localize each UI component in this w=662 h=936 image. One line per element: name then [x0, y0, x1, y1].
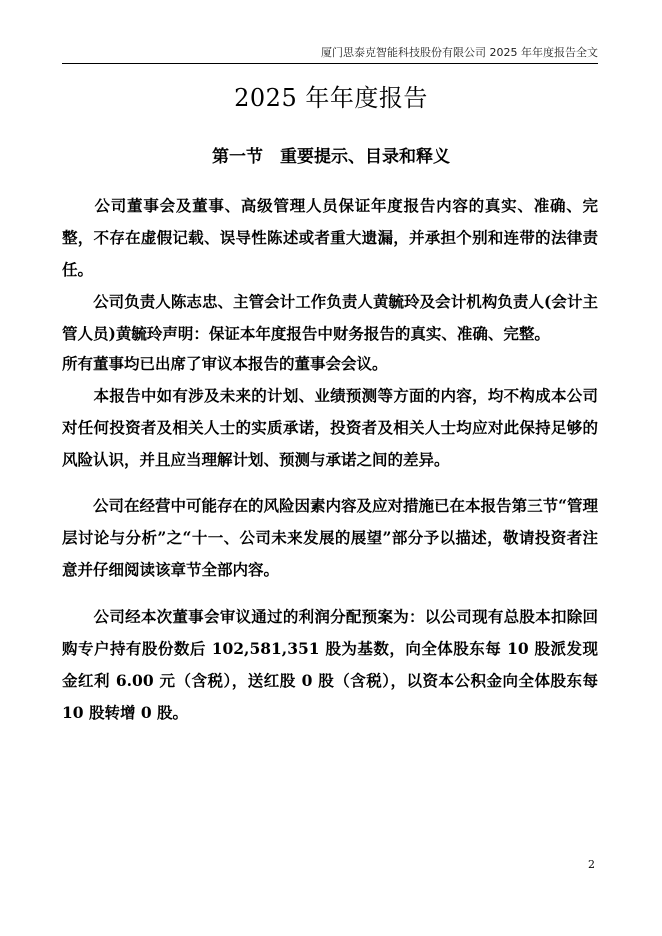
paragraph-attendance: 所有董事均已出席了审议本报告的董事会会议。	[62, 354, 388, 373]
paragraph-risk-factors: 公司在经营中可能存在的风险因素内容及应对措施已在本报告第三节“管理层讨论与分析”之“十一、公司未来发展的展望”部分予以描述，敬请投资者注意并仔细阅读该章节全部内容。	[62, 496, 598, 579]
section-heading: 第一节 重要提示、目录和释义	[212, 147, 450, 167]
page-header: 厦门思泰克智能科技股份有限公司 2025 年年度报告全文	[321, 46, 598, 59]
paragraph-profit-distribution: 公司经本次董事会审议通过的利润分配预案为：以公司现有总股本扣除回购专户持有股份数后 102,581,351 股为基数，向全体股东每 10 股派发现金红利 6.00 元（含税），送红股 0 股（含税），以资本公积金向全体股东每 10 股转增 0 股。	[62, 607, 598, 722]
paragraph-responsible-statement: 公司负责人陈志忠、主管会计工作负责人黄毓玲及会计机构负责人(会计主管人员)黄毓玲声明：保证本年度报告中财务报告的真实、准确、完整。	[62, 292, 598, 343]
header-divider	[62, 63, 598, 64]
paragraph-forward-looking: 本报告中如有涉及未来的计划、业绩预测等方面的内容，均不构成本公司对任何投资者及相关人士的实质承诺，投资者及相关人士均应对此保持足够的风险认识，并且应当理解计划、预测与承诺之间的差异。	[62, 386, 598, 469]
paragraph-board-guarantee: 公司董事会及董事、高级管理人员保证年度报告内容的真实、准确、完整，不存在虚假记载、误导性陈述或者重大遗漏，并承担个别和连带的法律责任。	[62, 196, 598, 279]
report-title: 2025 年年度报告	[234, 84, 428, 112]
page-number: 2	[588, 858, 595, 871]
